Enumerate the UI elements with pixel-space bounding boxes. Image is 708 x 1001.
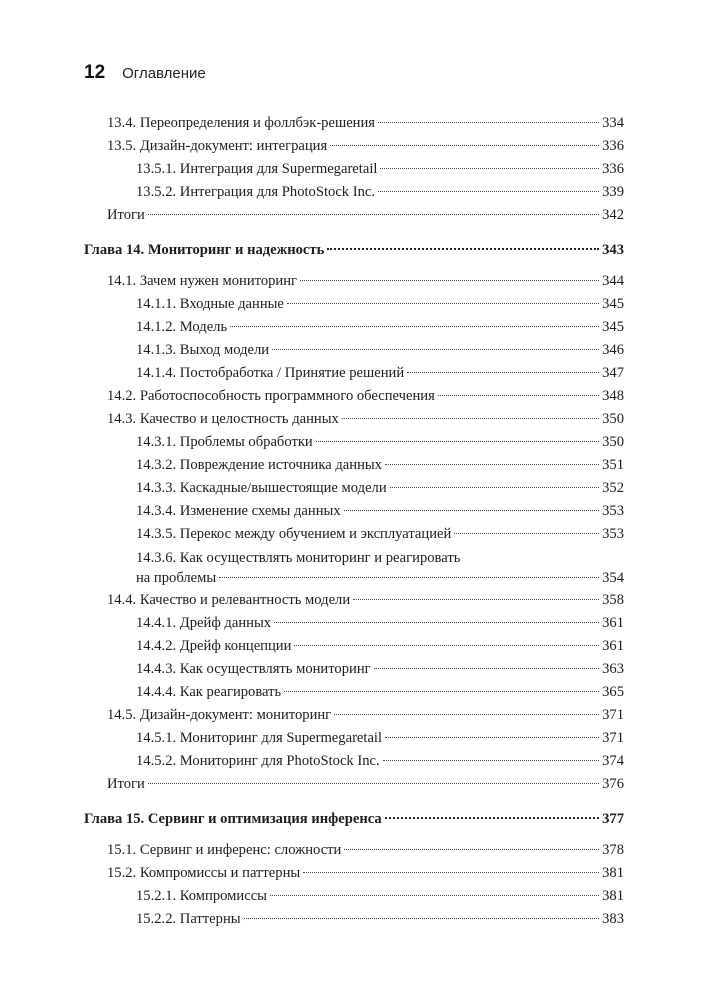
toc-entry-row bbox=[136, 431, 624, 454]
toc-page-number: 334 bbox=[602, 115, 624, 131]
toc-entry-title: 14.4.2. Дрейф концепции bbox=[136, 638, 292, 654]
toc-entry-row bbox=[136, 454, 624, 477]
toc-entry bbox=[84, 408, 624, 431]
toc-entry bbox=[84, 612, 624, 635]
toc-entry-row bbox=[136, 293, 624, 316]
toc-entry-title: 14.3. Качество и целостность данных bbox=[107, 411, 339, 427]
toc-entry-title-line: 14.3.6. Как осуществлять мониторинг и реагировать bbox=[136, 550, 461, 566]
toc-page-number: 353 bbox=[602, 503, 624, 519]
toc-entry bbox=[84, 750, 624, 773]
toc-entry bbox=[84, 635, 624, 658]
toc-page-number: 352 bbox=[602, 480, 624, 496]
toc-page-number: 371 bbox=[602, 730, 624, 746]
toc-page-number: 376 bbox=[602, 776, 624, 792]
toc-page-number: 342 bbox=[602, 207, 624, 223]
dot-leader bbox=[316, 440, 599, 442]
toc-page-number: 348 bbox=[602, 388, 624, 404]
toc-entry-row bbox=[136, 635, 624, 658]
toc-entry-row bbox=[136, 727, 624, 750]
toc-page-number: 371 bbox=[602, 707, 624, 723]
dot-leader bbox=[244, 917, 600, 919]
toc-page-number: 345 bbox=[602, 319, 624, 335]
toc-entry bbox=[84, 500, 624, 523]
toc-entry-title: 15.2. Компромиссы и паттерны bbox=[107, 865, 301, 881]
toc-page-number: 344 bbox=[602, 273, 624, 289]
toc-entry-title: 14.2. Работоспособность программного обеспечения bbox=[107, 388, 435, 404]
toc-entry-row bbox=[136, 316, 624, 339]
toc-entry bbox=[84, 385, 624, 408]
toc-entry bbox=[84, 270, 624, 293]
toc-entry-row bbox=[136, 885, 624, 908]
dot-leader bbox=[438, 394, 599, 396]
toc-entry-row bbox=[107, 270, 624, 293]
toc-entry-row bbox=[107, 385, 624, 408]
dot-leader bbox=[334, 713, 599, 715]
toc-entry-title-line: на проблемы bbox=[136, 570, 217, 586]
toc-entry-title: 13.5.2. Интеграция для PhotoStock Inc. bbox=[136, 184, 376, 200]
toc-entry bbox=[84, 681, 624, 704]
dot-leader bbox=[327, 247, 599, 250]
dot-leader bbox=[407, 371, 599, 373]
dot-leader bbox=[303, 871, 599, 873]
toc-entry-title: 14.4. Качество и релевантность модели bbox=[107, 592, 351, 608]
toc-entry-row bbox=[107, 112, 624, 135]
toc-entry-title: 14.1. Зачем нужен мониторинг bbox=[107, 273, 298, 289]
toc-entry-row bbox=[136, 181, 624, 204]
toc-entry bbox=[84, 885, 624, 908]
toc-entry bbox=[84, 204, 624, 227]
toc-entry bbox=[84, 112, 624, 135]
toc-entry-row bbox=[107, 862, 624, 885]
toc-page-number: 365 bbox=[602, 684, 624, 700]
toc-entry-title: 14.3.1. Проблемы обработки bbox=[136, 434, 313, 450]
dot-leader bbox=[390, 486, 599, 488]
toc-entry-title: 14.1.3. Выход модели bbox=[136, 342, 270, 358]
dot-leader bbox=[353, 598, 599, 600]
dot-leader bbox=[330, 144, 599, 146]
toc-entry-row bbox=[136, 612, 624, 635]
dot-leader bbox=[284, 690, 599, 692]
dot-leader bbox=[270, 894, 599, 896]
toc-entry-title: Глава 15. Сервинг и оптимизация инференса bbox=[84, 811, 382, 827]
toc-entry bbox=[84, 839, 624, 862]
toc-entry bbox=[84, 339, 624, 362]
toc-entry bbox=[84, 862, 624, 885]
toc-page-number: 383 bbox=[602, 911, 624, 927]
toc-page-number: 363 bbox=[602, 661, 624, 677]
dot-leader bbox=[380, 167, 599, 169]
dot-leader bbox=[378, 190, 599, 192]
toc-entry-title: Итоги bbox=[107, 207, 145, 223]
toc-entry bbox=[84, 727, 624, 750]
toc-entry-row bbox=[84, 808, 624, 831]
dot-leader bbox=[385, 736, 599, 738]
toc-page-number: 374 bbox=[602, 753, 624, 769]
toc-entry bbox=[84, 477, 624, 500]
dot-leader bbox=[378, 121, 599, 123]
toc-entry bbox=[84, 293, 624, 316]
toc-page-number: 339 bbox=[602, 184, 624, 200]
toc-entry bbox=[84, 589, 624, 612]
toc-entry bbox=[84, 658, 624, 681]
toc-page-number: 347 bbox=[602, 365, 624, 381]
toc-entry-title: 14.3.2. Повреждение источника данных bbox=[136, 457, 382, 473]
toc-entry-row bbox=[136, 681, 624, 704]
toc-page-number: 350 bbox=[602, 434, 624, 450]
toc-page-number: 345 bbox=[602, 296, 624, 312]
table-of-contents bbox=[84, 112, 624, 931]
dot-leader bbox=[148, 782, 599, 784]
toc-entry-row bbox=[107, 408, 624, 431]
toc-entry-title: 14.1.4. Постобработка / Принятие решений bbox=[136, 365, 405, 381]
toc-entry-row bbox=[107, 773, 624, 796]
toc-page-number: 361 bbox=[602, 638, 624, 654]
page-header bbox=[84, 62, 206, 84]
toc-entry-title: 14.1.1. Входные данные bbox=[136, 296, 284, 312]
toc-entry-title: 15.2.1. Компромиссы bbox=[136, 888, 267, 904]
toc-entry bbox=[84, 704, 624, 727]
toc-page-number: 353 bbox=[602, 526, 624, 542]
toc-page-number: 350 bbox=[602, 411, 624, 427]
toc-entry bbox=[84, 158, 624, 181]
dot-leader bbox=[344, 509, 599, 511]
dot-leader bbox=[300, 279, 599, 281]
toc-entry-title: 15.2.2. Паттерны bbox=[136, 911, 241, 927]
toc-entry bbox=[84, 316, 624, 339]
toc-entry-row bbox=[136, 567, 624, 589]
page-number: 12 bbox=[84, 62, 106, 83]
dot-leader bbox=[230, 325, 599, 327]
toc-page-number: 358 bbox=[602, 592, 624, 608]
toc-entry-title: 14.4.3. Как осуществлять мониторинг bbox=[136, 661, 371, 677]
toc-entry-row bbox=[136, 158, 624, 181]
dot-leader bbox=[385, 816, 599, 819]
toc-entry-row bbox=[136, 658, 624, 681]
toc-entry-row bbox=[84, 239, 624, 262]
dot-leader bbox=[287, 302, 599, 304]
toc-entry-title: 14.3.4. Изменение схемы данных bbox=[136, 503, 341, 519]
dot-leader bbox=[374, 667, 599, 669]
toc-entry bbox=[84, 908, 624, 931]
toc-page-number: 336 bbox=[602, 161, 624, 177]
toc-entry-title: 13.5. Дизайн-документ: интеграция bbox=[107, 138, 328, 154]
toc-entry-row bbox=[136, 362, 624, 385]
dot-leader bbox=[294, 644, 599, 646]
dot-leader bbox=[272, 348, 599, 350]
dot-leader bbox=[342, 417, 599, 419]
toc-page-number: 336 bbox=[602, 138, 624, 154]
toc-entry bbox=[84, 431, 624, 454]
toc-entry-row bbox=[107, 839, 624, 862]
toc-entry-title: 14.1.2. Модель bbox=[136, 319, 228, 335]
toc-chapter-entry bbox=[84, 808, 624, 831]
toc-entry-row bbox=[136, 750, 624, 773]
toc-entry-title: Итоги bbox=[107, 776, 145, 792]
toc-page-number: 354 bbox=[602, 570, 624, 586]
toc-page-number: 381 bbox=[602, 888, 624, 904]
toc-entry-row bbox=[136, 500, 624, 523]
toc-entry-row bbox=[136, 477, 624, 500]
toc-entry bbox=[84, 181, 624, 204]
toc-entry bbox=[84, 135, 624, 158]
toc-entry bbox=[84, 362, 624, 385]
dot-leader bbox=[219, 576, 599, 578]
dot-leader bbox=[148, 213, 599, 215]
toc-page-number: 346 bbox=[602, 342, 624, 358]
dot-leader bbox=[385, 463, 599, 465]
toc-entry-title: 13.5.1. Интеграция для Supermegaretail bbox=[136, 161, 378, 177]
toc-entry-row bbox=[107, 589, 624, 612]
toc-entry-row bbox=[107, 204, 624, 227]
toc-entry-title: 15.1. Сервинг и инференс: сложности bbox=[107, 842, 342, 858]
dot-leader bbox=[274, 621, 599, 623]
toc-page-number: 361 bbox=[602, 615, 624, 631]
toc-entry bbox=[84, 523, 624, 546]
dot-leader bbox=[454, 532, 599, 534]
toc-entry-title: 14.4.1. Дрейф данных bbox=[136, 615, 272, 631]
toc-entry bbox=[84, 773, 624, 796]
toc-entry-title: 14.3.3. Каскадные/вышестоящие модели bbox=[136, 480, 387, 496]
toc-entry bbox=[84, 549, 624, 589]
toc-entry-title: 14.5.1. Мониторинг для Supermegaretail bbox=[136, 730, 383, 746]
toc-page-number: 378 bbox=[602, 842, 624, 858]
toc-chapter-entry bbox=[84, 239, 624, 262]
toc-entry-title: 14.4.4. Как реагировать bbox=[136, 684, 282, 700]
dot-leader bbox=[383, 759, 599, 761]
toc-page-number: 343 bbox=[602, 242, 624, 258]
toc-entry-title: 14.5.2. Мониторинг для PhotoStock Inc. bbox=[136, 753, 380, 769]
toc-entry-title: 14.3.5. Перекос между обучением и эксплуатацией bbox=[136, 526, 452, 542]
toc-entry-row bbox=[107, 135, 624, 158]
toc-entry-row bbox=[136, 339, 624, 362]
toc-entry-row bbox=[136, 523, 624, 546]
toc-page-number: 351 bbox=[602, 457, 624, 473]
toc-entry-title: Глава 14. Мониторинг и надежность bbox=[84, 242, 325, 258]
toc-entry-title: 14.5. Дизайн-документ: мониторинг bbox=[107, 707, 332, 723]
toc-entry-row bbox=[107, 704, 624, 727]
toc-page-number: 377 bbox=[602, 811, 624, 827]
toc-page-number: 381 bbox=[602, 865, 624, 881]
toc-entry bbox=[84, 454, 624, 477]
toc-entry-title: 13.4. Переопределения и фоллбэк-решения bbox=[107, 115, 376, 131]
toc-entry-row bbox=[136, 908, 624, 931]
dot-leader bbox=[344, 848, 599, 850]
running-title: Оглавление bbox=[122, 65, 206, 82]
